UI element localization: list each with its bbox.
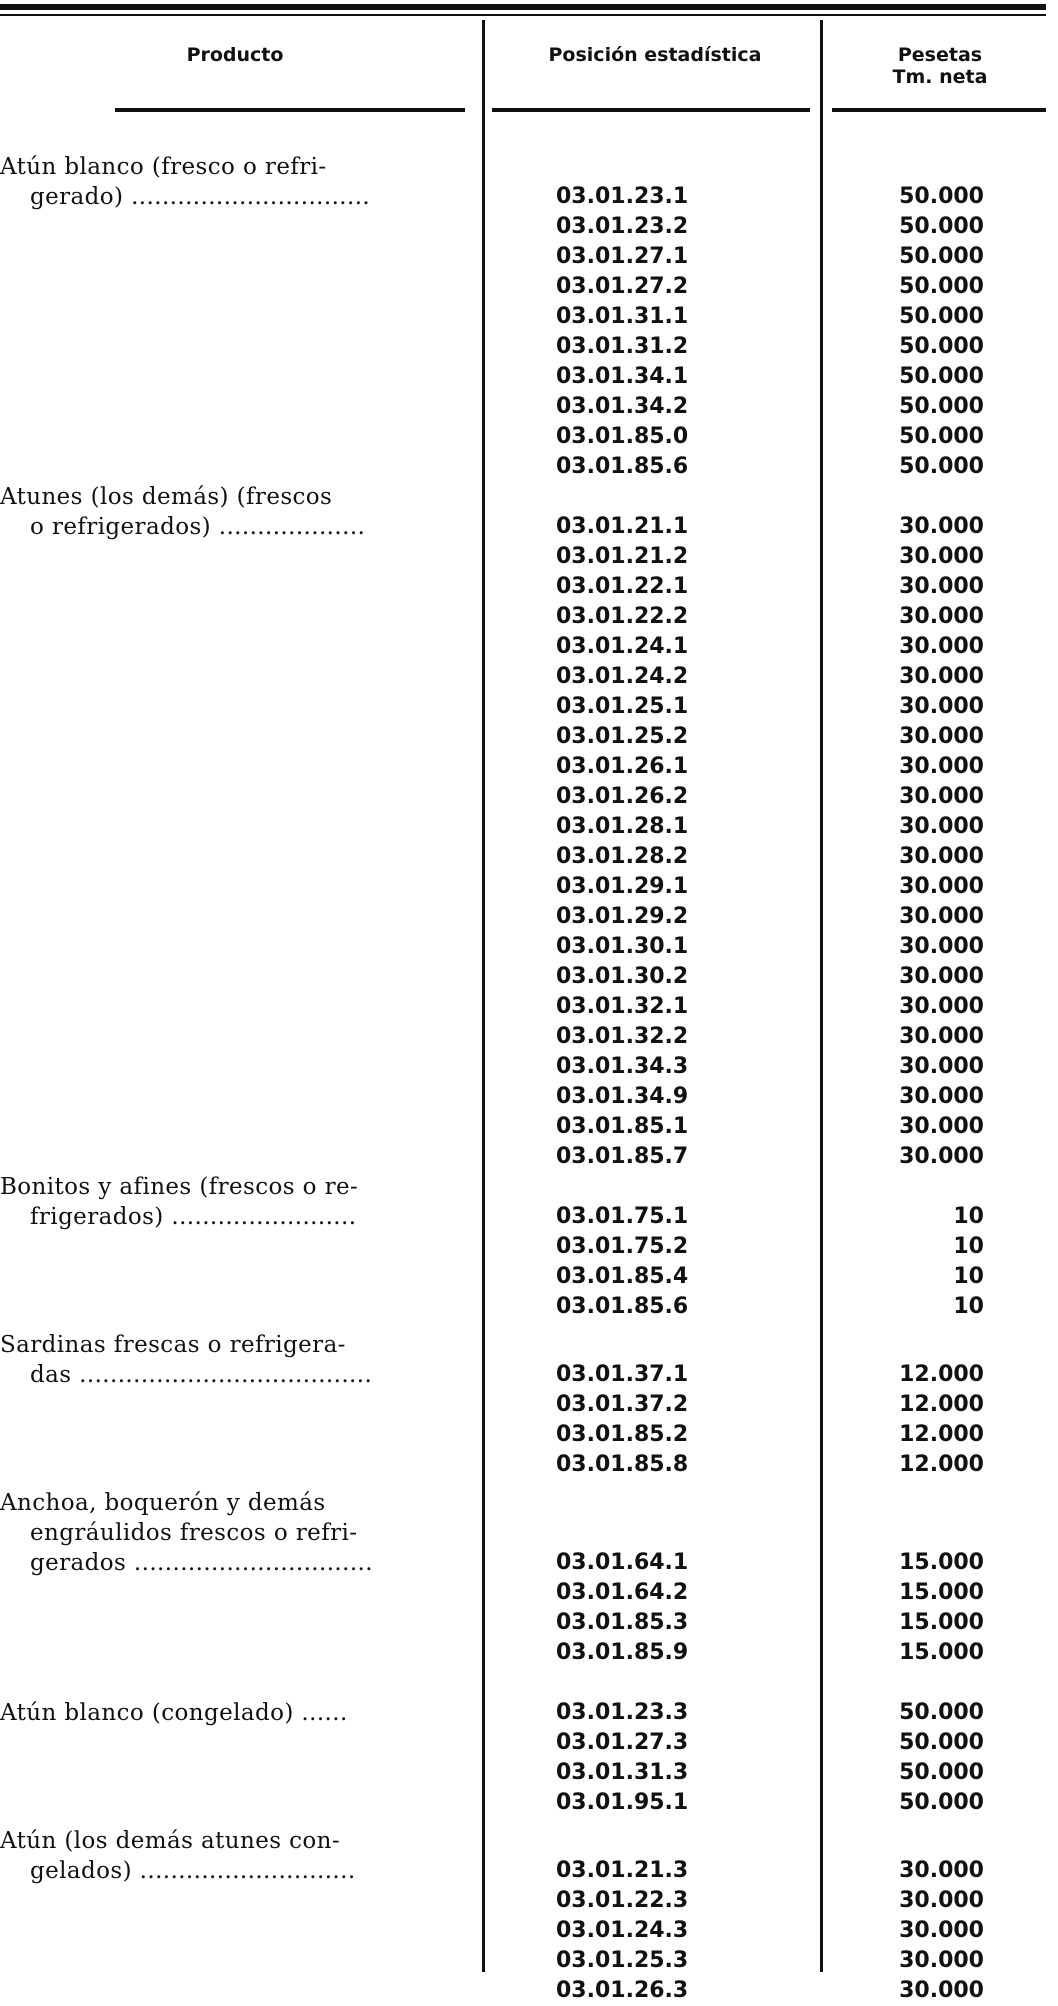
pesetas-value: 10 <box>953 1234 984 1259</box>
position-code: 03.01.28.2 <box>556 844 689 869</box>
pesetas-value: 50.000 <box>899 304 984 329</box>
table-row <box>0 1548 1058 1578</box>
product-group <box>0 1826 1058 2006</box>
position-code: 03.01.27.3 <box>556 1730 689 1755</box>
position-code: 03.01.85.7 <box>556 1144 689 1169</box>
position-code: 03.01.25.1 <box>556 694 689 719</box>
table-row <box>0 1578 1058 1608</box>
table-row <box>0 692 1058 722</box>
pesetas-value: 12.000 <box>899 1392 984 1417</box>
position-rows <box>0 1488 1058 1668</box>
table-row <box>0 752 1058 782</box>
product-group <box>0 152 1058 482</box>
table-row <box>0 212 1058 242</box>
pesetas-value: 50.000 <box>899 244 984 269</box>
position-code: 03.01.31.1 <box>556 304 689 329</box>
position-code: 03.01.85.6 <box>556 454 689 479</box>
position-code: 03.01.21.3 <box>556 1858 689 1883</box>
table-row <box>0 1022 1058 1052</box>
pesetas-value: 30.000 <box>899 1144 984 1169</box>
position-code: 03.01.85.1 <box>556 1114 689 1139</box>
product-name-line: das ...................................... <box>30 1362 373 1388</box>
header-rule-producto <box>115 108 465 112</box>
product-group <box>0 1698 1058 1818</box>
position-code: 03.01.28.1 <box>556 814 689 839</box>
position-code: 03.01.30.1 <box>556 934 689 959</box>
table-row <box>0 1698 1058 1728</box>
pesetas-value: 50.000 <box>899 274 984 299</box>
position-code: 03.01.23.2 <box>556 214 689 239</box>
header-posicion: Posición estadística <box>548 44 762 66</box>
pesetas-value: 30.000 <box>899 964 984 989</box>
pesetas-value: 30.000 <box>899 1888 984 1913</box>
pesetas-value: 50.000 <box>899 214 984 239</box>
position-rows <box>0 482 1058 1172</box>
position-code: 03.01.24.2 <box>556 664 689 689</box>
pesetas-value: 30.000 <box>899 784 984 809</box>
pesetas-value: 12.000 <box>899 1452 984 1477</box>
top-rule-thick <box>0 4 1046 10</box>
position-code: 03.01.37.1 <box>556 1362 689 1387</box>
position-code: 03.01.25.3 <box>556 1948 689 1973</box>
pesetas-value: 50.000 <box>899 394 984 419</box>
product-group <box>0 1330 1058 1480</box>
table-row <box>0 1390 1058 1420</box>
position-code: 03.01.31.3 <box>556 1760 689 1785</box>
pesetas-value: 30.000 <box>899 1054 984 1079</box>
pesetas-value: 30.000 <box>899 694 984 719</box>
position-code: 03.01.64.2 <box>556 1580 689 1605</box>
table-row <box>0 782 1058 812</box>
product-name-line: Anchoa, boquerón y demás <box>0 1490 326 1516</box>
table-row <box>0 1608 1058 1638</box>
pesetas-value: 30.000 <box>899 874 984 899</box>
position-code: 03.01.75.2 <box>556 1234 689 1259</box>
pesetas-value: 12.000 <box>899 1362 984 1387</box>
position-rows <box>0 152 1058 482</box>
pesetas-value: 15.000 <box>899 1640 984 1665</box>
product-group <box>0 1488 1058 1668</box>
position-rows <box>0 1330 1058 1480</box>
table-row <box>0 452 1058 482</box>
position-code: 03.01.64.1 <box>556 1550 689 1575</box>
pesetas-value: 15.000 <box>899 1610 984 1635</box>
table-row <box>0 1112 1058 1142</box>
table-row <box>0 572 1058 602</box>
product-name-line: Atún (los demás atunes con- <box>0 1828 341 1854</box>
table-row <box>0 1052 1058 1082</box>
pesetas-value: 10 <box>953 1264 984 1289</box>
table-row <box>0 1360 1058 1390</box>
pesetas-value: 50.000 <box>899 424 984 449</box>
position-code: 03.01.27.1 <box>556 244 689 269</box>
product-name-line: gelados) ............................ <box>30 1858 356 1884</box>
pesetas-value: 30.000 <box>899 634 984 659</box>
position-code: 03.01.26.1 <box>556 754 689 779</box>
position-code: 03.01.25.2 <box>556 724 689 749</box>
header-rule-pesetas <box>832 108 1046 112</box>
product-name-line: o refrigerados) ................... <box>30 514 366 540</box>
position-code: 03.01.34.2 <box>556 394 689 419</box>
pesetas-value: 30.000 <box>899 1948 984 1973</box>
table-row <box>0 422 1058 452</box>
table-row <box>0 302 1058 332</box>
product-group <box>0 1172 1058 1322</box>
position-code: 03.01.22.2 <box>556 604 689 629</box>
position-code: 03.01.21.1 <box>556 514 689 539</box>
table-row <box>0 872 1058 902</box>
product-name-line: gerados ............................... <box>30 1550 373 1576</box>
pesetas-value: 50.000 <box>899 1730 984 1755</box>
position-code: 03.01.23.3 <box>556 1700 689 1725</box>
table-row <box>0 512 1058 542</box>
position-code: 03.01.22.3 <box>556 1888 689 1913</box>
table-row <box>0 242 1058 272</box>
pesetas-value: 30.000 <box>899 604 984 629</box>
pesetas-value: 30.000 <box>899 994 984 1019</box>
product-name-line: Atún blanco (fresco o refri- <box>0 154 327 180</box>
pesetas-value: 30.000 <box>899 754 984 779</box>
position-code: 03.01.85.4 <box>556 1264 689 1289</box>
position-code: 03.01.34.1 <box>556 364 689 389</box>
product-name-line: engráulidos frescos o refri- <box>30 1520 358 1546</box>
position-code: 03.01.34.9 <box>556 1084 689 1109</box>
position-code: 03.01.27.2 <box>556 274 689 299</box>
table-row <box>0 992 1058 1022</box>
pesetas-value: 50.000 <box>899 334 984 359</box>
pesetas-value: 12.000 <box>899 1422 984 1447</box>
table-row <box>0 1202 1058 1232</box>
table-row <box>0 842 1058 872</box>
top-rule-thin <box>0 14 1046 16</box>
table-row <box>0 1916 1058 1946</box>
position-code: 03.01.85.3 <box>556 1610 689 1635</box>
table-row <box>0 1638 1058 1668</box>
position-code: 03.01.32.1 <box>556 994 689 1019</box>
position-code: 03.01.75.1 <box>556 1204 689 1229</box>
pesetas-value: 50.000 <box>899 1760 984 1785</box>
header-pesetas <box>832 44 1048 88</box>
pesetas-value: 30.000 <box>899 814 984 839</box>
product-name-line: Atunes (los demás) (frescos <box>0 484 333 510</box>
table-row <box>0 1420 1058 1450</box>
position-code: 03.01.22.1 <box>556 574 689 599</box>
position-code: 03.01.32.2 <box>556 1024 689 1049</box>
table-row <box>0 1788 1058 1818</box>
pesetas-value: 30.000 <box>899 1918 984 1943</box>
pesetas-value: 10 <box>953 1204 984 1229</box>
position-code: 03.01.21.2 <box>556 544 689 569</box>
tariff-table <box>0 152 1058 2006</box>
table-row <box>0 1976 1058 2006</box>
table-row <box>0 1142 1058 1172</box>
pesetas-value: 15.000 <box>899 1550 984 1575</box>
pesetas-value: 50.000 <box>899 184 984 209</box>
position-code: 03.01.29.1 <box>556 874 689 899</box>
pesetas-value: 30.000 <box>899 544 984 569</box>
position-rows <box>0 1172 1058 1322</box>
position-code: 03.01.26.2 <box>556 784 689 809</box>
header-pesetas-line1: Pesetas <box>897 44 983 66</box>
position-code: 03.01.37.2 <box>556 1392 689 1417</box>
pesetas-value: 30.000 <box>899 574 984 599</box>
header-pesetas-line2: Tm. neta <box>892 66 988 88</box>
table-row <box>0 362 1058 392</box>
product-group <box>0 482 1058 1172</box>
position-code: 03.01.85.8 <box>556 1452 689 1477</box>
table-row <box>0 182 1058 212</box>
position-code: 03.01.30.2 <box>556 964 689 989</box>
table-row <box>0 1262 1058 1292</box>
pesetas-value: 30.000 <box>899 934 984 959</box>
position-code: 03.01.24.3 <box>556 1918 689 1943</box>
position-code: 03.01.34.3 <box>556 1054 689 1079</box>
table-row <box>0 392 1058 422</box>
pesetas-value: 50.000 <box>899 1790 984 1815</box>
pesetas-value: 30.000 <box>899 1084 984 1109</box>
position-code: 03.01.26.3 <box>556 1978 689 2003</box>
table-row <box>0 1450 1058 1480</box>
pesetas-value: 15.000 <box>899 1580 984 1605</box>
position-code: 03.01.23.1 <box>556 184 689 209</box>
position-rows <box>0 1698 1058 1818</box>
position-code: 03.01.31.2 <box>556 334 689 359</box>
pesetas-value: 50.000 <box>899 364 984 389</box>
table-row <box>0 1232 1058 1262</box>
table-row <box>0 602 1058 632</box>
pesetas-value: 50.000 <box>899 454 984 479</box>
product-name-line: frigerados) ........................ <box>30 1204 357 1230</box>
product-name-line: Bonitos y afines (frescos o re- <box>0 1174 359 1200</box>
table-row <box>0 542 1058 572</box>
table-row <box>0 722 1058 752</box>
table-row <box>0 902 1058 932</box>
table-row <box>0 1886 1058 1916</box>
pesetas-value: 50.000 <box>899 1700 984 1725</box>
table-row <box>0 632 1058 662</box>
pesetas-value: 30.000 <box>899 904 984 929</box>
table-row <box>0 812 1058 842</box>
table-row <box>0 962 1058 992</box>
header-producto: Producto <box>186 44 284 66</box>
table-row <box>0 662 1058 692</box>
product-name-line: gerado) ............................... <box>30 184 371 210</box>
pesetas-value: 30.000 <box>899 514 984 539</box>
product-name-line: Atún blanco (congelado) ...... <box>0 1700 348 1726</box>
table-row <box>0 1728 1058 1758</box>
table-row <box>0 1292 1058 1322</box>
table-row <box>0 932 1058 962</box>
pesetas-value: 30.000 <box>899 724 984 749</box>
pesetas-value: 30.000 <box>899 664 984 689</box>
pesetas-value: 30.000 <box>899 1024 984 1049</box>
position-rows <box>0 1826 1058 2006</box>
table-row <box>0 1758 1058 1788</box>
table-row <box>0 1856 1058 1886</box>
position-code: 03.01.85.2 <box>556 1422 689 1447</box>
table-row <box>0 1082 1058 1112</box>
table-row <box>0 332 1058 362</box>
header-rule-posicion <box>492 108 810 112</box>
pesetas-value: 30.000 <box>899 1858 984 1883</box>
table-row <box>0 272 1058 302</box>
position-code: 03.01.29.2 <box>556 904 689 929</box>
position-code: 03.01.85.6 <box>556 1294 689 1319</box>
position-code: 03.01.85.9 <box>556 1640 689 1665</box>
pesetas-value: 30.000 <box>899 1114 984 1139</box>
pesetas-value: 30.000 <box>899 1978 984 2003</box>
position-code: 03.01.95.1 <box>556 1790 689 1815</box>
product-name-line: Sardinas frescas o refrigera- <box>0 1332 346 1358</box>
position-code: 03.01.24.1 <box>556 634 689 659</box>
pesetas-value: 10 <box>953 1294 984 1319</box>
position-code: 03.01.85.0 <box>556 424 689 449</box>
pesetas-value: 30.000 <box>899 844 984 869</box>
